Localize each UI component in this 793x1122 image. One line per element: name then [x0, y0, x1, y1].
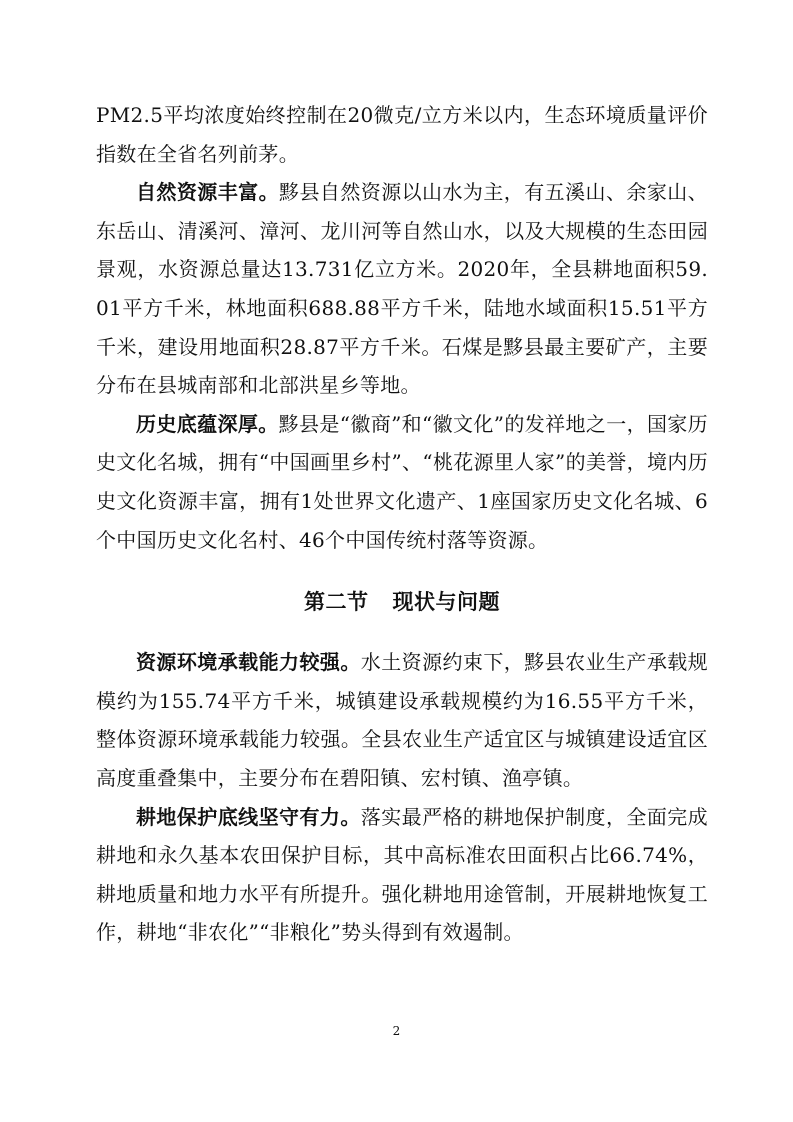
paragraph-lead: 历史底蕴深厚。 [136, 411, 279, 436]
section-number: 第二节 [304, 590, 369, 615]
section-heading [96, 583, 708, 621]
page-content [96, 96, 708, 952]
paragraph-text: 黟县自然资源以山水为主，有五溪山、余家山、东岳山、清溪河、漳河、龙川河等自然山水，以及大规模的生态田园景观，水资源总量达13.731亿立方米。2020年，全县耕地面积59.01平方千米，林地面积688.88平方千米，陆地水域面积15.51平方千米，建设用地面积28.87平方千米。石煤是黟县最主要矿产，主要分布在县城南部和北部洪星乡等地。 [96, 180, 708, 398]
paragraph-text: PM2.5平均浓度始终控制在20微克/立方米以内，生态环境质量评价指数在全省名列前茅。 [96, 103, 708, 166]
paragraph-natural-resources [96, 173, 708, 405]
page-number: 2 [392, 1024, 401, 1038]
paragraph-pm25 [96, 96, 708, 173]
paragraph-carrying-capacity [96, 643, 708, 797]
paragraph-farmland-protection [96, 798, 708, 952]
paragraph-lead: 资源环境承载能力较强。 [136, 650, 361, 675]
paragraph-lead: 耕地保护底线坚守有力。 [136, 804, 361, 829]
paragraph-text: 落实最严格的耕地保护制度，全面完成耕地和永久基本农田保护目标，其中高标准农田面积占比66.74%，耕地质量和地力水平有所提升。强化耕地用途管制，开展耕地恢复工作，耕地“非农化”“非粮化”势头得到有效遏制。 [96, 804, 708, 945]
paragraph-lead: 自然资源丰富。 [136, 180, 280, 205]
paragraph-text: 黟县是“徽商”和“徽文化”的发祥地之一，国家历史文化名城，拥有“中国画里乡村”、“桃花源里人家”的美誉，境内历史文化资源丰富，拥有1处世界文化遗产、1座国家历史文化名城、6个中国历史文化名村、46个中国传统村落等资源。 [96, 411, 708, 552]
section-title: 现状与问题 [392, 590, 500, 615]
paragraph-history [96, 405, 708, 559]
paragraph-text: 水土资源约束下，黟县农业生产承载规模约为155.74平方千米，城镇建设承载规模约为16.55平方千米，整体资源环境承载能力较强。全县农业生产适宜区与城镇建设适宜区高度重叠集中，主要分布在碧阳镇、宏村镇、渔亭镇。 [96, 650, 708, 790]
